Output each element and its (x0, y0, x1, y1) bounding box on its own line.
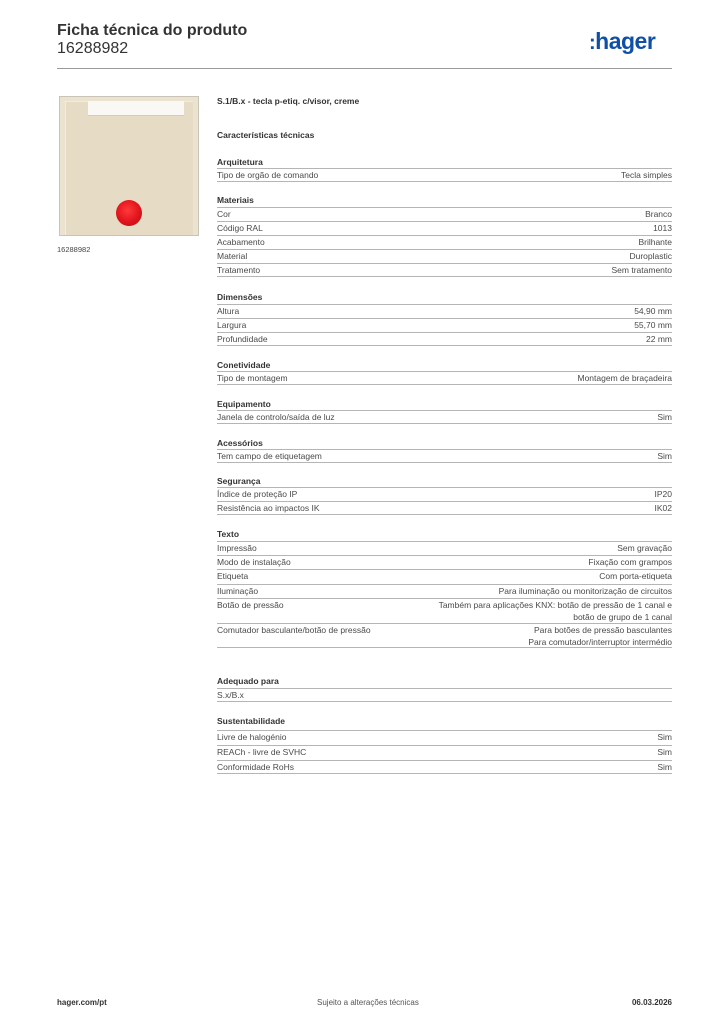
page-title: Ficha técnica do produto (57, 22, 248, 39)
footer-date: 06.03.2026 (631, 998, 672, 1007)
spec-value (439, 600, 672, 623)
spec-value-line: botão de grupo de 1 canal (573, 611, 672, 622)
spec-label: Índice de proteção IP (217, 489, 298, 499)
spec-row (217, 304, 672, 318)
spec-value: IP20 (654, 489, 672, 499)
spec-row (217, 745, 672, 759)
section-title-sustentabilidade: Sustentabilidade (217, 716, 286, 726)
product-image (59, 96, 199, 236)
spec-row (217, 760, 672, 774)
logo-text: hager (595, 28, 656, 54)
spec-value: Sim (657, 732, 672, 742)
spec-value: Sim (657, 762, 672, 772)
spec-value: Sem tratamento (611, 265, 672, 275)
header-divider (57, 68, 672, 69)
spec-row (217, 688, 672, 702)
spec-row (217, 235, 672, 249)
section-title-arquitetura: Arquitetura (217, 157, 263, 167)
spec-value-line: Para botões de pressão basculantes (534, 625, 672, 635)
hager-logo (589, 28, 655, 56)
spec-value: Brilhante (638, 237, 672, 247)
footer-website: hager.com/pt (57, 998, 107, 1007)
section-title-adequado: Adequado para (217, 676, 279, 686)
spec-value: Tecla simples (620, 170, 672, 180)
spec-value: 55,70 mm (634, 320, 672, 330)
spec-label: REACh - livre de SVHC (217, 747, 307, 757)
spec-row (217, 318, 672, 332)
spec-row (217, 541, 672, 555)
spec-row (217, 730, 672, 744)
spec-value: IK02 (654, 503, 672, 513)
section-title-equipamento: Equipamento (217, 399, 271, 409)
spec-label: Profundidade (217, 334, 268, 344)
section-title-dimensoes: Dimensões (217, 292, 263, 302)
spec-row (217, 584, 672, 598)
spec-row (217, 487, 672, 501)
logo-colon: : (589, 32, 596, 54)
spec-row (217, 332, 672, 346)
spec-value: Fixação com grampos (588, 557, 672, 567)
spec-value: 54,90 mm (634, 306, 672, 316)
spec-label: Iluminação (217, 586, 259, 596)
spec-value: Montagem de braçadeira (577, 373, 672, 383)
spec-row (217, 449, 672, 463)
spec-value: Com porta-etiqueta (599, 571, 672, 581)
spec-value: Duroplastic (629, 251, 672, 261)
spec-label: Janela de controlo/saída de luz (217, 412, 335, 422)
spec-row (217, 207, 672, 221)
image-caption: 16288982 (57, 245, 91, 254)
section-title-acessorios: Acessórios (217, 438, 263, 448)
spec-label: Largura (217, 320, 247, 330)
spec-label: Acabamento (217, 237, 265, 247)
spec-value: Branco (645, 209, 672, 219)
spec-value: Sem gravação (617, 543, 672, 553)
spec-value (528, 625, 672, 648)
spec-value: Sim (657, 451, 672, 461)
section-title-conetividade: Conetividade (217, 360, 271, 370)
spec-label: Tratamento (217, 265, 261, 275)
spec-row (217, 410, 672, 424)
spec-row (217, 501, 672, 515)
spec-label: Conformidade RoHs (217, 762, 295, 772)
product-code: 16288982 (57, 40, 129, 57)
spec-label: Material (217, 251, 248, 261)
label-window (88, 101, 184, 116)
red-indicator-lens (116, 200, 142, 226)
spec-label: Cor (217, 209, 231, 219)
spec-label: Tipo de montagem (217, 373, 288, 383)
spec-label: Botão de pressão (217, 600, 284, 610)
spec-row (217, 263, 672, 277)
spec-label: S.x/B.x (217, 690, 244, 700)
spec-label: Etiqueta (217, 571, 249, 581)
product-title: S.1/B.x - tecla p-etiq. c/visor, creme (217, 96, 360, 106)
spec-row (217, 221, 672, 235)
spec-value: 22 mm (646, 334, 672, 344)
spec-row (217, 168, 672, 182)
spec-row (217, 555, 672, 569)
spec-row (217, 623, 672, 648)
spec-row (217, 249, 672, 263)
tech-heading: Características técnicas (217, 130, 315, 140)
footer-disclaimer: Sujeito a alterações técnicas (317, 998, 419, 1007)
spec-value: Para iluminação ou monitorização de circuitos (498, 586, 672, 596)
spec-value: 1013 (653, 223, 672, 233)
spec-label: Livre de halogénio (217, 732, 287, 742)
spec-label: Impressão (217, 543, 257, 553)
spec-value-line: Para comutador/interruptor intermédio (528, 636, 672, 647)
section-title-materiais: Materiais (217, 195, 254, 205)
section-title-texto: Texto (217, 529, 240, 539)
spec-label: Altura (217, 306, 240, 316)
spec-label: Modo de instalação (217, 557, 291, 567)
spec-label: Tem campo de etiquetagem (217, 451, 322, 461)
spec-label: Código RAL (217, 223, 263, 233)
spec-value-line: Também para aplicações KNX: botão de pressão de 1 canal e (438, 600, 672, 610)
spec-value: Sim (657, 412, 672, 422)
spec-label: Comutador basculante/botão de pressão (217, 625, 371, 635)
spec-row (217, 569, 672, 583)
spec-label: Tipo de orgão de comando (217, 170, 319, 180)
spec-value: Sim (657, 747, 672, 757)
section-title-seguranca: Segurança (217, 476, 261, 486)
spec-row (217, 598, 672, 623)
spec-label: Resistência ao impactos IK (217, 503, 320, 513)
spec-row (217, 371, 672, 385)
